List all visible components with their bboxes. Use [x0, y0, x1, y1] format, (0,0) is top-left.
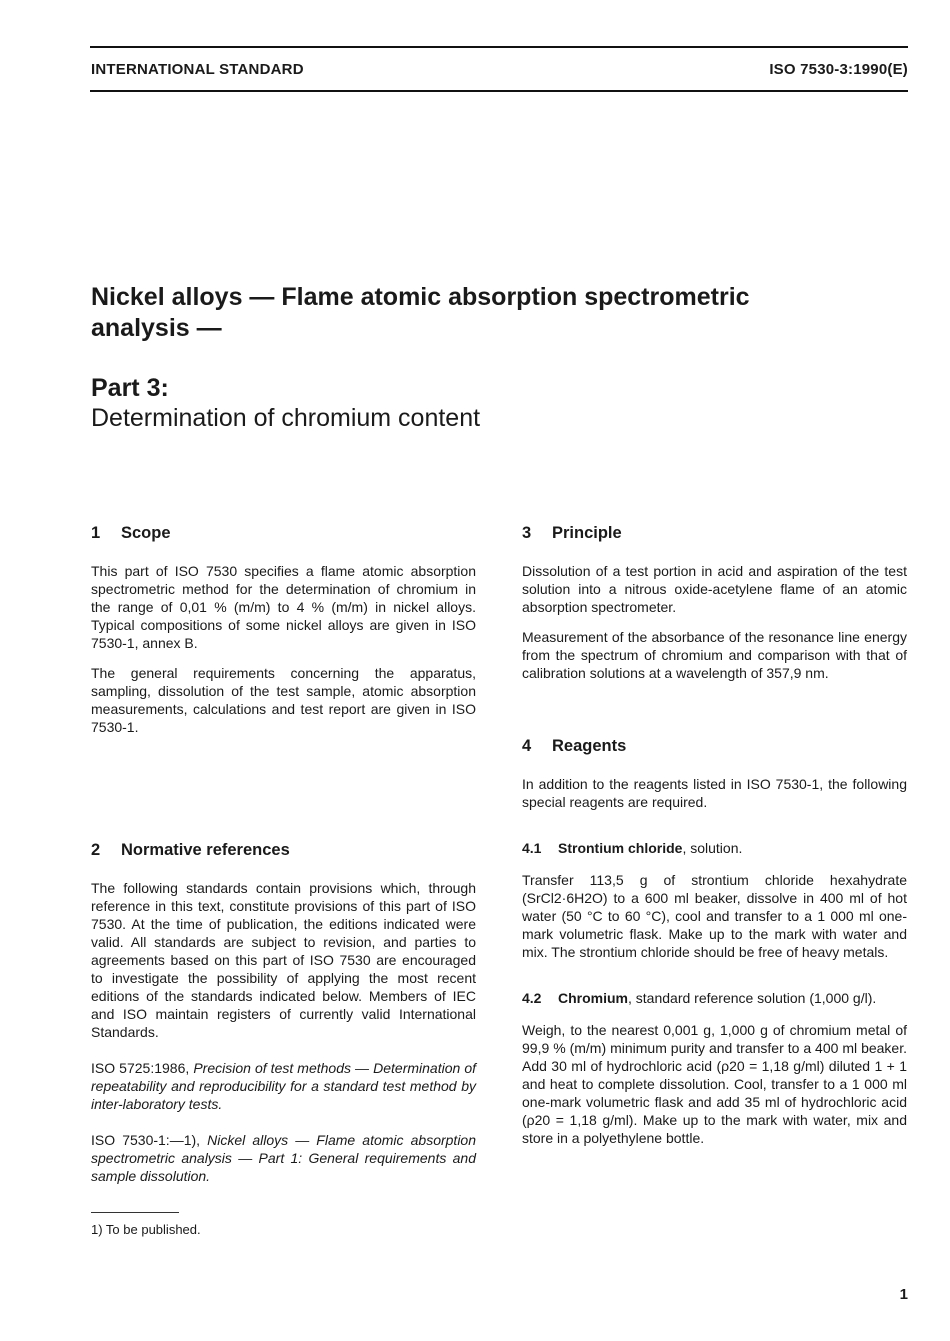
section-principle [522, 524, 907, 682]
paragraph: This part of ISO 7530 specifies a flame atomic absorption spectrometric method for the determination of chromium in the range of 0,01 % (m/m) to 4 % (m/m) in nickel alloys. Typical compositions of some nickel alloys are given in ISO 7530-1, annex B. [91, 563, 476, 651]
footnote: 1) To be published. [91, 1222, 201, 1237]
header-top-rule [90, 46, 908, 48]
page-number: 1 [899, 1286, 908, 1303]
paragraph: The following standards contain provisions which, through reference in this text, constitute provisions of this part of ISO 7530. At the time of publication, the editions indicated were valid. All standards are subject to revision, and parties to agreements based on this part of ISO 7530 are encouraged to investigate the possibility of applying the most recent editions of the standards indicated below. Members of IEC and ISO maintain registers of currently valid International Standards. [91, 880, 476, 1040]
paragraph: Weigh, to the nearest 0,001 g, 1,000 g of chromium metal of 99,9 % (m/m) minimum purity and transfer to a 400 ml beaker. Add 30 ml of hydrochloric acid (ρ20 = 1,18 g/ml) diluted 1 + 1 and heat to complete dissolution. Cool, transfer to a 1 000 ml one-mark volumetric flask and add 35 ml of hydrochloric acid (ρ20 = 1,18 g/ml). Make up to the mark with water, mix and store in a polyethylene bottle. [522, 1022, 907, 1146]
reference-iso-7530-1: ISO 7530-1:—1), Nickel alloys — Flame atomic absorption spectrometric analysis — Part 1: General requirements and sample dissolution. [91, 1132, 476, 1184]
paragraph: Measurement of the absorbance of the resonance line energy from the spectrum of chromium and comparison with that of calibration solutions at a wavelength of 357,9 nm. [522, 629, 907, 681]
document-type: INTERNATIONAL STANDARD [91, 61, 304, 78]
section-normative-references [91, 841, 476, 1185]
part-label: Part 3: [91, 374, 169, 402]
document-reference: ISO 7530-3:1990(E) [769, 61, 908, 78]
subsection-4-1-heading: 4.1 Strontium chloride, solution. [522, 840, 743, 856]
subsection-4-2-heading: 4.2 Chromium, standard reference solution (1,000 g/l). [522, 990, 877, 1006]
footnote-rule [91, 1212, 179, 1213]
paragraph: Dissolution of a test portion in acid and aspiration of the test solution into a nitrous oxide-acetylene flame of an atomic absorption spectrometer. [522, 563, 907, 615]
section-heading: 3 Principle [522, 524, 622, 542]
reference-iso-5725: ISO 5725:1986, Precision of test methods — Determination of repeatability and reproducibility for a standard test method by inter-laboratory tests. [91, 1060, 477, 1112]
paragraph: In addition to the reagents listed in ISO 7530-1, the following special reagents are required. [522, 776, 907, 810]
document-title: Nickel alloys — Flame atomic absorption spectrometric analysis — [91, 283, 750, 342]
paragraph: Transfer 113,5 g of strontium chloride hexahydrate (SrCl2·6H2O) to a 600 ml beaker, dissolve in 400 ml of hot water (50 °C to 60 °C), cool and transfer to a 1 000 ml one-mark volumetric flask. Make up to the mark with water and mix. The strontium chloride should be free of heavy metals. [522, 872, 907, 960]
section-heading: 4 Reagents [522, 737, 627, 755]
header-bottom-rule [90, 90, 908, 92]
part-subtitle: Determination of chromium content [91, 404, 481, 432]
paragraph: The general requirements concerning the apparatus, sampling, dissolution of the test sample, atomic absorption measurements, calculations and test report are given in ISO 7530-1. [91, 665, 476, 735]
section-scope [91, 524, 476, 736]
section-heading: 2 Normative references [91, 841, 290, 859]
section-heading: 1 Scope [91, 524, 171, 542]
section-reagents [522, 737, 907, 1147]
